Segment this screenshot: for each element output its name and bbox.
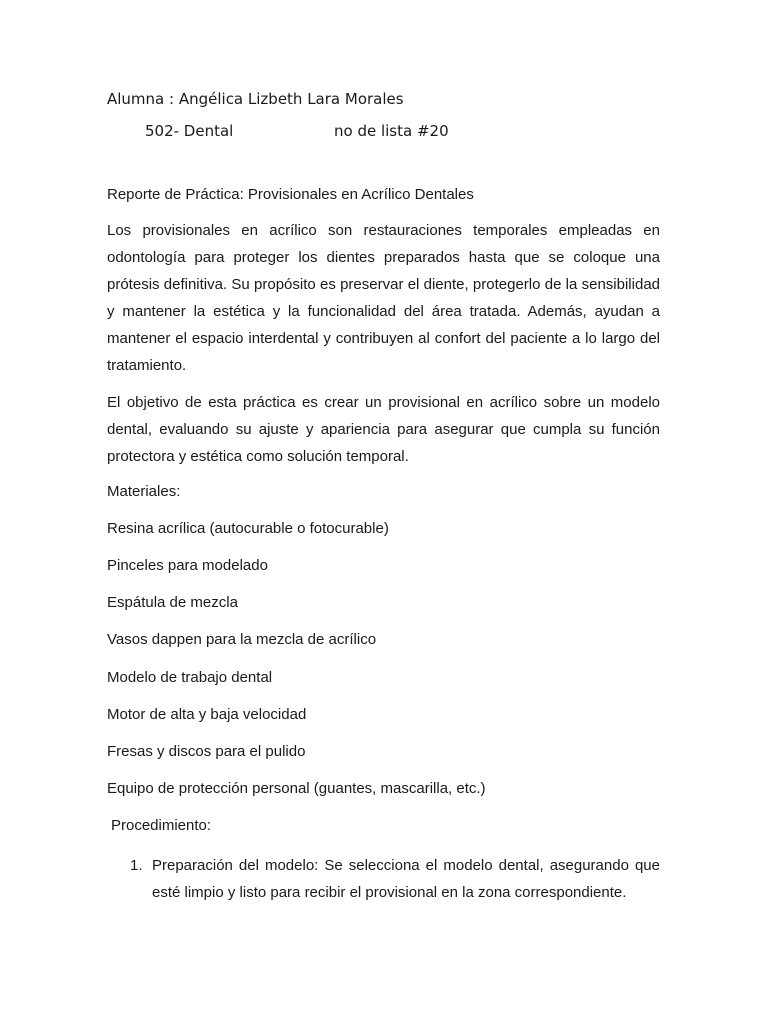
material-item: Espátula de mezcla: [107, 594, 238, 611]
list-number: no de lista #20: [334, 122, 449, 140]
procedure-heading: Procedimiento:: [111, 817, 212, 834]
objective-paragraph: El objetivo de esta práctica es crear un provisional en acrílico sobre un modelo dental, evaluando su ajuste y apariencia para asegurar que cumpla su función protectora y estética como solución temporal.: [107, 394, 660, 465]
material-item: Fresas y discos para el pulido: [107, 743, 306, 760]
report-title: Reporte de Práctica: Provisionales en Acrílico Dentales: [107, 186, 474, 203]
materials-heading: Materiales:: [107, 483, 181, 500]
material-item: Modelo de trabajo dental: [107, 669, 273, 686]
material-item: Equipo de protección personal (guantes, mascarilla, etc.): [107, 780, 486, 797]
intro-paragraph: Los provisionales en acrílico son restauraciones temporales empleadas en odontología para proteger los dientes preparados hasta que se coloque una prótesis definitiva. Su propósito es preservar el diente, protegerlo de la sensibilidad y mantener la estética y la funcionalidad del área tratada. Además, ayudan a mantener el espacio interdental y contribuyen al confort del paciente a lo largo del tratamiento.: [107, 222, 660, 374]
material-item: Motor de alta y baja velocidad: [107, 706, 307, 723]
group-label: 502- Dental: [145, 122, 234, 140]
material-item: Vasos dappen para la mezcla de acrílico: [107, 631, 377, 648]
procedure-step: [107, 852, 660, 906]
step-text: Preparación del modelo: Se selecciona el modelo dental, asegurando que esté limpio y listo para recibir el provisional en la zona correspondiente.: [152, 857, 660, 901]
step-number: 1.: [130, 857, 143, 874]
student-name: Alumna : Angélica Lizbeth Lara Morales: [107, 90, 404, 108]
material-item: Pinceles para modelado: [107, 557, 268, 574]
material-item: Resina acrílica (autocurable o fotocurable): [107, 520, 389, 537]
